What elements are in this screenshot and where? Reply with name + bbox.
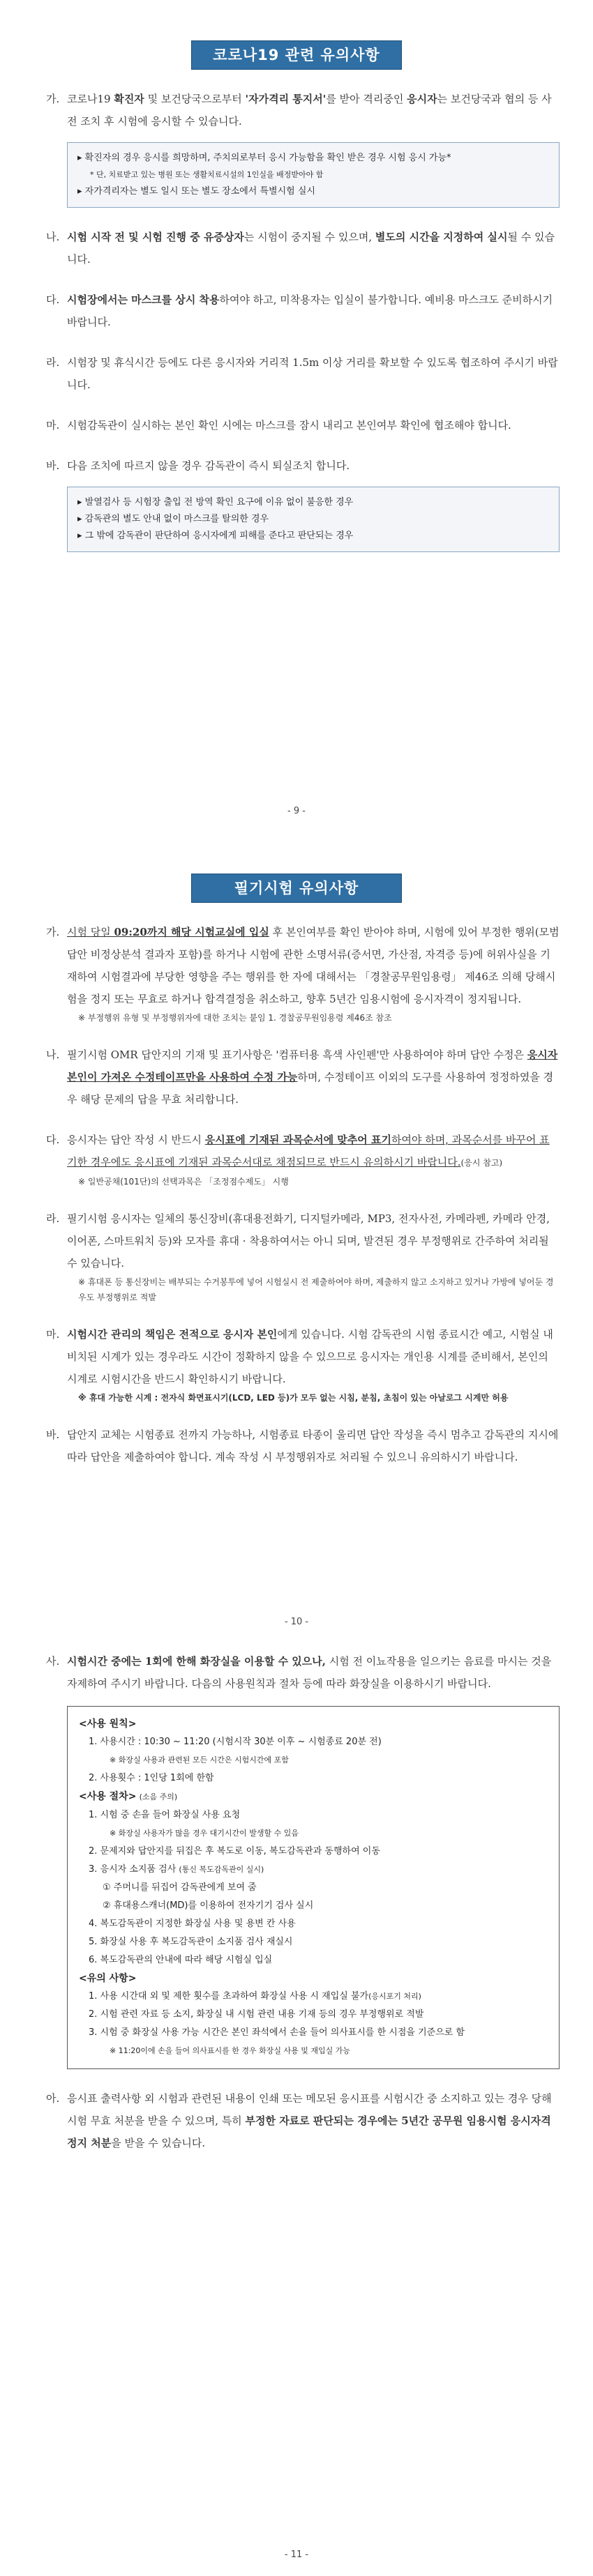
item-ma: 마. 시험시간 관리의 책임은 전적으로 응시자 본인에게 있습니다. 시험 감독관의 시험 종료시간 예고, 시험실 내 비치된 시계가 있는 경우라도 시간이 정확하지 않을 수 있으므로 응시자는 개인용 시계를 준비해서, 본인의 시계로 시험시간을 반드시 확인하시기 바랍니다. ※ 휴대 가능한 시계 : 전자식 화면표시기(LCD, LED 등)가 모두 없는 시침, 분침, 초침이 있는 아날로그 시계만 허용: [0, 1323, 593, 1405]
item-ga: 가. 시험 당일 09:20까지 해당 시험교실에 입실 후 본인여부를 확인 받아야 하며, 시험에 있어 부정한 행위(모범답안 비정상분석 결과자 포함)를 하거나 시험에 관한 소명서류(증서면, 가산점, 자격증 등)에 허위사실을 기재하여 시험결과에 부당한 영향을 주는 행위를 한 자에 대해서는 「경찰공무원임용령」 제46조 의해 당해시험을 정지 또는 무효로 하거나 합격결정을 취소하고, 향후 5년간 임용시험에 응시자격이 정지됩니다. ※ 부정행위 유형 및 부정행위자에 대한 조치는 붙임 1. 경찰공무원임용령 제46조 참조: [0, 921, 593, 1026]
note-text: ※ 일반공채(101단)의 선택과목은 「조정점수제도」 시행: [78, 1177, 289, 1187]
item-da: 다. 응시자는 답안 작성 시 반드시 응시표에 기재된 과목순서에 맞추어 표기하여야 하며, 과목순서를 바꾸어 표기한 경우에도 응시표에 기재된 과목순서대로 채점되므로 반드시 유의하시기 바랍니다.(응시 참고) ※ 일반공채(101단)의 선택과목은 「조정점수제도」 시행: [0, 1129, 593, 1189]
item-ba: 바. 답안지 교체는 시험종료 전까지 가능하나, 시험종료 타종이 울리면 답안 작성을 즉시 멈추고 감독관의 지시에 따라 답안을 제출하여야 합니다. 계속 작성 시 부정행위자로 처리될 수 있으니 유의하시기 바랍니다.: [46, 1428, 559, 1463]
info-box: ▸ 확진자의 경우 응시를 희망하며, 주치의로부터 응시 가능함을 확인 받은 경우 시험 응시 가능* * 단, 치료받고 있는 병원 또는 생활치료시설의 1인실을 배정받아야 함 ▸ 자가격리자는 별도 일시 또는 별도 장소에서 특별시험 실시: [67, 142, 560, 208]
page-number: - 11 -: [284, 2550, 309, 2560]
item-na: 나. 시험 시작 전 및 시험 진행 중 유증상자는 시험이 중지될 수 있으며, 별도의 시간을 지정하여 실시될 수 있습니다.: [46, 231, 555, 266]
item-na: 나. 필기시험 OMR 답안지의 기재 및 표기사항은 '컴퓨터용 흑색 사인펜'만 사용하여야 하며 답안 수정은 응시자 본인이 가져온 수정테이프만을 사용하여 수정 가능하며, 수정테이프 이외의 도구를 사용하여 정정하였을 경우 해당 문제의 답을 무효 처리합니다.: [46, 1049, 558, 1106]
item-da: 다. 시험장에서는 마스크를 상시 착용하여야 하고, 미착용자는 입실이 불가합니다. 예비용 마스크도 준비하시기 바랍니다.: [46, 294, 553, 328]
note-text: ※ 부정행위 유형 및 부정행위자에 대한 조치는 붙임 1. 경찰공무원임용령 제46조 참조: [78, 1013, 392, 1023]
info-box: ▸ 발열검사 등 시험장 출입 전 방역 확인 요구에 이유 없이 불응한 경우 ▸ 감독관의 별도 안내 없이 마스크를 탈의한 경우 ▸ 그 밖에 감독관이 판단하여 응시자에게 피해를 준다고 판단되는 경우: [67, 487, 560, 552]
item-ra: 라. 시험장 및 휴식시간 등에도 다른 응시자와 거리적 1.5m 이상 거리를 확보할 수 있도록 협조하여 주시기 바랍니다.: [46, 356, 558, 391]
item-a: 아. 응시표 출력사항 외 시험과 관련된 내용이 인쇄 또는 메모된 응시표를 시험시간 중 소지하고 있는 경우 당해시험 무효 처분을 받을 수 있으며, 특히 부정한 자료로 판단되는 경우에는 5년간 공무원 임용시험 응시자격 정지 처분을 받을 수 있습니다.: [46, 2092, 552, 2149]
item-ga: 가. 코로나19 확진자 및 보건당국으로부터 '자가격리 통지서'를 받아 격리중인 응시자는 보건당국과 협의 등 사전 조치 후 시험에 응시할 수 있습니다.: [46, 93, 552, 128]
restroom-rules-box: <사용 원칙> 1. 사용시간 : 10:30 ~ 11:20 (시험시작 30분 이후 ~ 시험종료 20분 전) ※ 화장실 사용과 관련된 모든 시간은 시험시간에 포함 2. 사용횟수 : 1인당 1회에 한함 <사용 절차> (소음 주의) 1. 시험 중 손을 들어 화장실 사용 요청 ※ 화장실 사용자가 많을 경우 대기시간이 발생할 수 있음 2. 문제지와 답안지를 뒤집은 후 복도로 이동, 복도감독관과 동행하여 이동 3. 응시자 소지품 검사 (통신 복도감독관이 실시) ① 주머니를 뒤집어 감독관에게 보여 줌 ② 휴대용스캐너(MD)를 이용하여 전자기기 검사 실시 4. 복도감독관이 지정한 화장실 사용 및 용변 칸 사용 5. 화장실 사용 후 복도감독관이 소지품 검사 재실시 6. 복도감독관의 안내에 따라 해당 시험실 입실 <유의 사항> 1. 사용 시간대 외 및 제한 횟수를 초과하여 화장실 사용 시 재입실 불가(응시포기 처리) 2. 시험 관련 자료 등 소지, 화장실 내 시험 관련 내용 기재 등의 경우 부정행위로 적발 3. 시험 중 화장실 사용 가능 시간은 본인 좌석에서 손을 들어 의사표시를 한 시점을 기준으로 함 ※ 11:20이에 손을 들어 의사표시를 한 경우 화장실 사용 및 재입실 가능: [67, 1706, 560, 2069]
note-text: ※ 휴대 가능한 시계 : 전자식 화면표시기(LCD, LED 등)가 모두 없는 시침, 분침, 초침이 있는 아날로그 시계만 허용: [78, 1393, 509, 1403]
item-ba: 바. 다음 조치에 따르지 않을 경우 감독관이 즉시 퇴실조치 합니다.: [46, 459, 350, 472]
item-sa: 사. 시험시간 중에는 1회에 한해 화장실을 이용할 수 있으나, 시험 전 이뇨작용을 일으키는 음료를 마시는 것을 자제하여 주시기 바랍니다. 다음의 사용원칙과 절차 등에 따라 화장실을 이용하시기 바랍니다.: [46, 1655, 552, 1690]
page-2: [0, 874, 593, 1640]
item-ma: 마. 시험감독관이 실시하는 본인 확인 시에는 마스크를 잠시 내리고 본인여부 확인에 협조해야 합니다.: [46, 419, 511, 432]
page-3: [0, 1650, 593, 2576]
page-1: [0, 40, 593, 816]
item-ra: 라. 필기시험 응시자는 일체의 통신장비(휴대용전화기, 디지털카메라, MP3, 전자사전, 카메라펜, 카메라 안경, 이어폰, 스마트워치 등)와 모자를 휴대 · 착용하여서는 아니 되며, 발견된 경우 부정행위로 간주하여 처리될 수 있습니다. ※ 휴대폰 등 통신장비는 배부되는 수거봉투에 넣어 시험실시 전 제출하여야 하며, 제출하지 않고 소지하고 있거나 가방에 넣어둔 경우도 부정행위로 적발: [0, 1207, 593, 1305]
note-text: ※ 휴대폰 등 통신장비는 배부되는 수거봉투에 넣어 시험실시 전 제출하여야 하며, 제출하지 않고 소지하고 있거나 가방에 넣어둔 경우도 부정행위로 적발: [78, 1277, 554, 1302]
page-number: - 9 -: [287, 806, 306, 816]
page-title: 코로나19 관련 유의사항: [191, 40, 402, 70]
page-title: 필기시험 유의사항: [191, 874, 402, 903]
page-number: - 10 -: [284, 1617, 309, 1627]
